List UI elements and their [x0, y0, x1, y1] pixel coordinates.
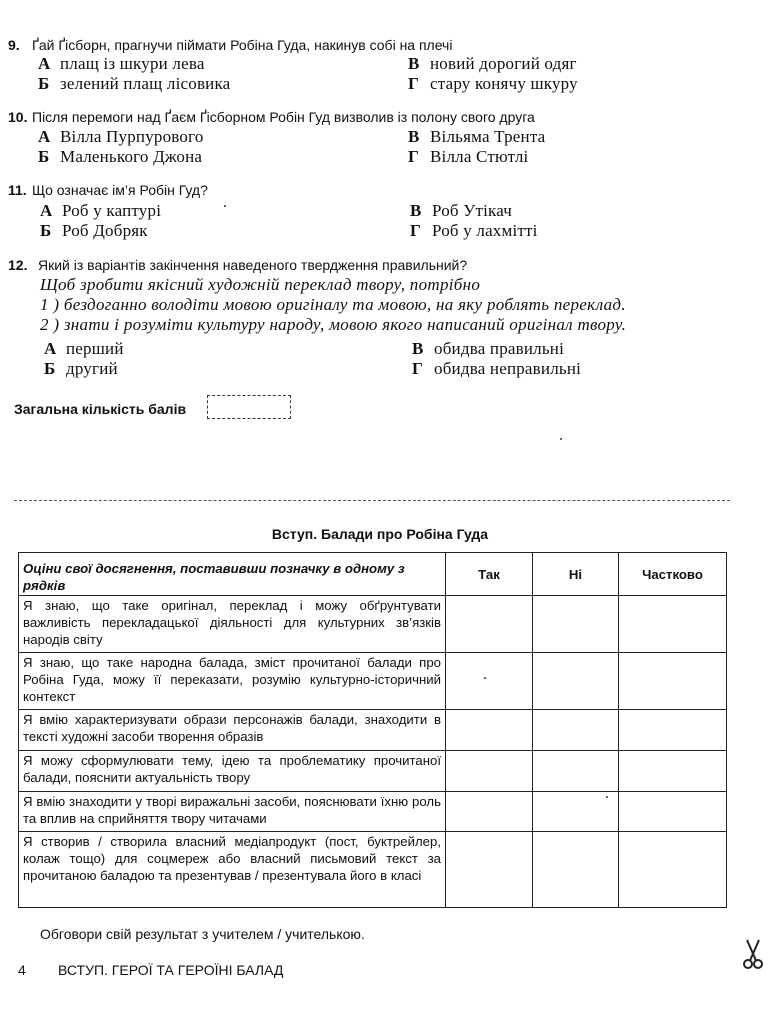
mark-cell-no[interactable] — [533, 832, 619, 908]
option-9-b[interactable]: Б зелений плащ лісовика — [38, 74, 231, 93]
option-11-v[interactable]: В Роб Утікач — [410, 201, 513, 220]
option-10-b[interactable]: Б Маленького Джона — [38, 147, 203, 166]
section-title: Вступ. Балади про Робіна Гуда — [271, 526, 489, 542]
option-10-g[interactable]: Г Вілла Стютлі — [408, 147, 529, 166]
option-9-g[interactable]: Г стару конячу шкуру — [408, 74, 578, 93]
question-10-prompt — [8, 108, 535, 126]
total-score-label: Загальна кількість балів — [14, 401, 187, 417]
option-12-g[interactable]: Г обидва неправильні — [412, 359, 582, 378]
mark-cell-no[interactable] — [533, 751, 619, 792]
option-9-v[interactable]: В новий дорогий одяг — [408, 54, 577, 73]
mark-cell-partially[interactable] — [619, 751, 727, 792]
mark-cell-yes[interactable] — [446, 832, 533, 908]
header-no: Ні — [533, 553, 619, 596]
mark-cell-yes[interactable] — [446, 792, 533, 832]
total-score-box[interactable] — [207, 395, 291, 419]
question-number: 10. — [8, 109, 28, 125]
table-header-row — [19, 553, 727, 596]
table-row — [19, 653, 727, 710]
table-row — [19, 792, 727, 832]
option-11-a[interactable]: А Роб у каптурі — [40, 201, 162, 220]
option-12-v[interactable]: В обидва правильні — [412, 339, 565, 358]
question-11-prompt — [8, 181, 208, 199]
table-row — [19, 596, 727, 653]
table-row — [19, 710, 727, 751]
option-11-g[interactable]: Г Роб у лахмітті — [410, 221, 538, 240]
question-number: 12. — [8, 257, 28, 273]
mark-cell-no[interactable] — [533, 710, 619, 751]
statement-1: 1 ) бездоганно володіти мовою оригіналу та мовою, на яку роблять переклад. — [40, 295, 626, 314]
cut-line — [14, 500, 730, 501]
statement-cell: Я створив / створила власний медіапродукт (пост, буктрейлер, колаж тощо) для соцмереж або власний письмовий текст за прочитаною баладою та презентував / презентувала його в класі — [19, 832, 446, 908]
header-yes: Так — [446, 553, 533, 596]
option-10-v[interactable]: В Вільяма Трента — [408, 127, 546, 146]
mark-cell-partially[interactable] — [619, 832, 727, 908]
mark-cell-no[interactable] — [533, 596, 619, 653]
table-row — [19, 832, 727, 908]
scan-speck — [606, 796, 608, 798]
statement-intro: Щоб зробити якісний художній переклад твору, потрібно — [40, 275, 481, 294]
scan-speck — [484, 677, 486, 679]
option-12-a[interactable]: А перший — [44, 339, 124, 358]
question-number: 11. — [8, 182, 27, 198]
mark-cell-yes[interactable] — [446, 596, 533, 653]
question-text: Що означає ім’я Робін Гуд? — [32, 182, 208, 198]
statement-cell: Я вмію знаходити у творі виражальні засоби, пояснювати їхню роль та вплив на сприйняття твору читачами — [19, 792, 446, 832]
mark-cell-no[interactable] — [533, 653, 619, 710]
question-number: 9. — [8, 37, 20, 53]
scan-speck — [560, 438, 562, 440]
scan-speck — [224, 205, 226, 207]
question-text: Після перемоги над Ґаєм Ґісборном Робін Гуд визволив із полону свого друга — [32, 109, 535, 125]
question-text: Який із варіантів закінчення наведеного твердження правильний? — [38, 257, 468, 273]
table-row — [19, 751, 727, 792]
page-number: 4 — [18, 962, 26, 978]
option-12-b[interactable]: Б другий — [44, 359, 118, 378]
mark-cell-partially[interactable] — [619, 792, 727, 832]
mark-cell-yes[interactable] — [446, 710, 533, 751]
statement-cell: Я вмію характеризувати образи персонажів балади, знаходити в тексті художні засоби творення образів — [19, 710, 446, 751]
statement-2: 2 ) знати і розуміти культуру народу, мовою якого написаний оригінал твору. — [40, 315, 627, 334]
question-12-prompt — [8, 256, 467, 274]
mark-cell-partially[interactable] — [619, 710, 727, 751]
question-text: Ґай Ґісборн, прагнучи піймати Робіна Гуда, накинув собі на плечі — [32, 37, 453, 53]
mark-cell-partially[interactable] — [619, 596, 727, 653]
footer-note: Обговори свій результат з учителем / учителькою. — [40, 926, 365, 942]
statement-cell: Я знаю, що таке оригінал, переклад і можу обґрунтувати важливість перекладацької діяльності для культурних зв’язків народів світу — [19, 596, 446, 653]
self-assessment-table — [18, 552, 727, 908]
header-instruction: Оціни свої досягнення, поставивши позначку в одному з рядків — [19, 553, 446, 596]
mark-cell-yes[interactable] — [446, 751, 533, 792]
header-partially: Частково — [619, 553, 727, 596]
option-10-a[interactable]: А Вілла Пурпурового — [38, 127, 204, 146]
statement-cell: Я можу сформулювати тему, ідею та проблематику прочитаної балади, пояснити актуальність твору — [19, 751, 446, 792]
scissors-icon — [741, 938, 765, 970]
option-11-b[interactable]: Б Роб Добряк — [40, 221, 148, 240]
option-9-a[interactable]: А плащ із шкури лева — [38, 54, 205, 73]
running-title: ВСТУП. ГЕРОЇ ТА ГЕРОЇНІ БАЛАД — [58, 962, 284, 978]
mark-cell-yes[interactable] — [446, 653, 533, 710]
mark-cell-partially[interactable] — [619, 653, 727, 710]
statement-cell: Я знаю, що таке народна балада, зміст прочитаної балади про Робіна Гуда, можу її переказати, розумію культурно-історичний контекст — [19, 653, 446, 710]
question-9-prompt — [8, 36, 452, 54]
